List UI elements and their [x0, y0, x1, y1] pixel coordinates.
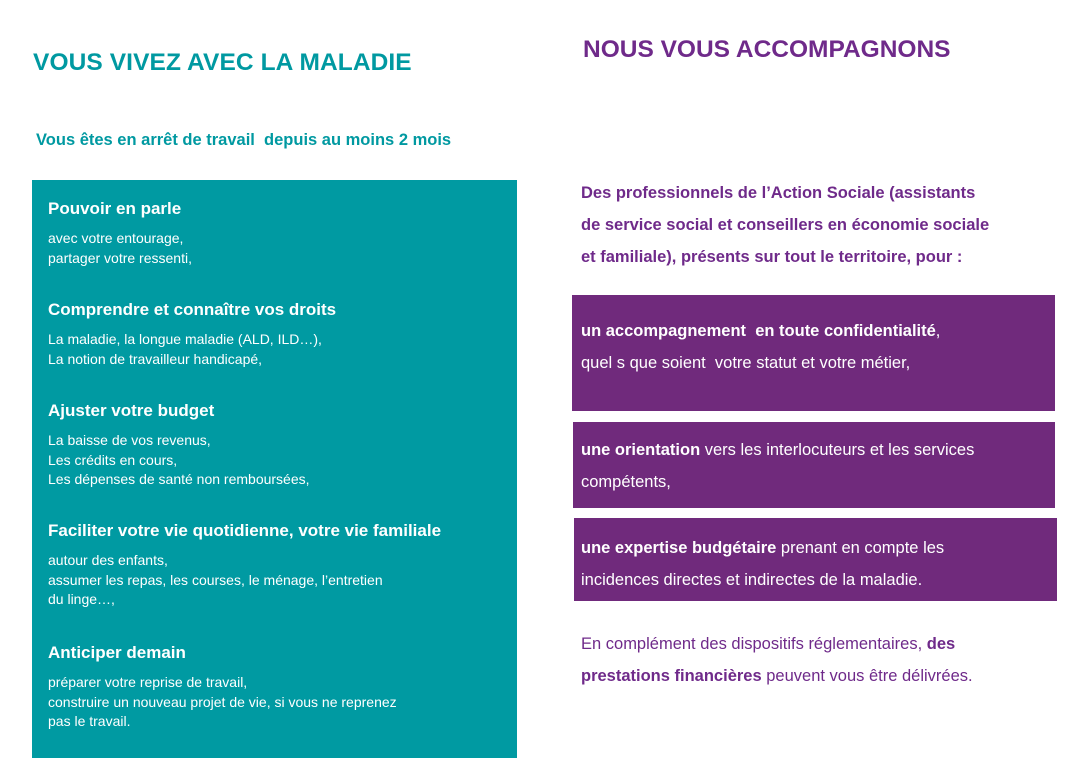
footer-highlight: des — [926, 635, 956, 653]
box-text: quel s que soient votre statut et votre métier, — [581, 354, 911, 372]
intro-line: Des professionnels de l’Action Sociale (assistants — [581, 184, 976, 202]
section-line: Les crédits en cours, — [48, 451, 178, 468]
section-daily-life — [48, 521, 508, 610]
box-text: prenant en compte les — [776, 539, 945, 557]
support-box-budget — [574, 518, 1057, 601]
section-line: autour des enfants, — [48, 552, 168, 568]
section-line: construire un nouveau projet de vie, si vous ne reprenez — [48, 693, 397, 710]
box-text: compétents, — [581, 473, 671, 491]
section-line: pas le travail. — [48, 713, 131, 729]
left-title: VOUS VIVEZ AVEC LA MALADIE — [33, 49, 412, 76]
section-anticipate — [48, 643, 508, 732]
section-line: partager votre ressenti, — [48, 249, 192, 266]
teal-info-box — [32, 180, 517, 758]
left-subtitle: Vous êtes en arrêt de travail depuis au moins 2 mois — [36, 131, 452, 149]
section-line: avec votre entourage, — [48, 230, 184, 246]
section-line: La notion de travailleur handicapé, — [48, 350, 263, 367]
section-line: du linge…, — [48, 591, 115, 607]
box-text: vers les interlocuteurs et les services — [700, 441, 975, 459]
section-title: Ajuster votre budget — [48, 401, 215, 420]
intro-line: et familiale), présents sur tout le territoire, pour : — [581, 248, 963, 266]
support-box-confidential — [572, 295, 1055, 411]
section-line: La baisse de vos revenus, — [48, 432, 211, 448]
footer-text: En complément des dispositifs réglementaires, — [581, 635, 927, 653]
section-line: préparer votre reprise de travail, — [48, 674, 248, 690]
support-box-orientation — [573, 422, 1055, 508]
box-text: incidences directes et indirectes de la maladie. — [581, 571, 923, 589]
section-speak — [48, 199, 508, 268]
box-highlight: une orientation — [581, 441, 701, 459]
footer-text: peuvent vous être délivrées. — [761, 667, 973, 685]
section-title: Faciliter votre vie quotidienne, votre vie familiale — [48, 521, 442, 540]
section-budget — [48, 401, 508, 490]
footer-highlight: prestations financières — [581, 667, 762, 685]
intro-paragraph — [581, 177, 1051, 273]
box-text: , — [935, 322, 941, 340]
section-title: Pouvoir en parle — [48, 199, 182, 218]
section-title: Anticiper demain — [48, 643, 186, 662]
section-line: assumer les repas, les courses, le ménage, l’entretien — [48, 571, 383, 588]
footer-paragraph — [581, 628, 973, 692]
section-title: Comprendre et connaître vos droits — [48, 300, 337, 319]
right-title: NOUS VOUS ACCOMPAGNONS — [583, 36, 951, 63]
section-line: La maladie, la longue maladie (ALD, ILD…), — [48, 331, 322, 347]
box-highlight: une expertise budgétaire — [581, 539, 777, 557]
section-rights — [48, 300, 508, 369]
section-line: Les dépenses de santé non remboursées, — [48, 471, 310, 487]
box-highlight: un accompagnement en toute confidentialité — [581, 322, 936, 340]
intro-line: de service social et conseillers en économie sociale — [581, 216, 990, 234]
